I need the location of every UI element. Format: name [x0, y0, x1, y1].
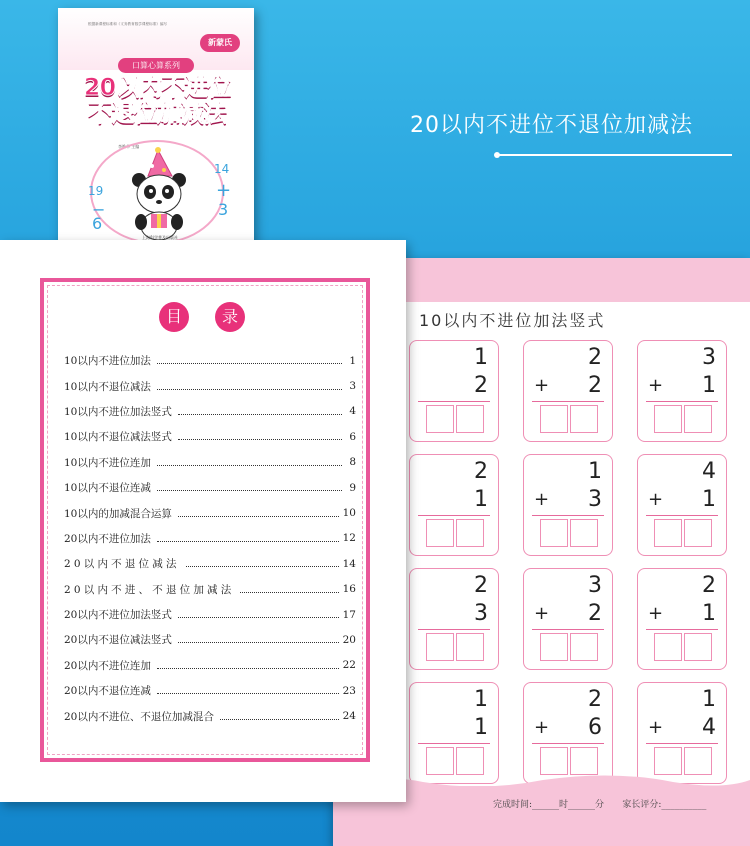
- answer-box-tens[interactable]: [654, 519, 682, 547]
- problem-card: [637, 568, 727, 670]
- cover-plus: +: [216, 180, 232, 201]
- toc-badge-left: 目: [159, 302, 189, 332]
- toc-item-title: 20以内不进、不退位加减法: [64, 583, 235, 596]
- problem-card: [409, 454, 499, 556]
- toc-item-title: 10以内不进位加法竖式: [64, 405, 172, 418]
- toc-item-title: 20以内不进位连加: [64, 659, 151, 672]
- problem-addend-top: 1: [474, 687, 488, 712]
- problem-operator: +: [648, 603, 664, 624]
- toc-item-title: 10以内不进位连加: [64, 456, 151, 469]
- problem-rule-line: [532, 743, 604, 744]
- answer-box-tens[interactable]: [540, 633, 568, 661]
- cover-title-line1: 20以内不进位: [83, 73, 231, 101]
- toc-leader-dots: [157, 490, 342, 491]
- toc-item-title: 20以内不退位减法: [64, 558, 180, 571]
- answer-box-tens[interactable]: [654, 633, 682, 661]
- cover-title-line2: 不退位加减法: [88, 99, 226, 127]
- problem-addend-bottom: 2: [588, 373, 602, 398]
- cover-small-text: 根据新课程标准和《义务教育数学课程标准》编写: [88, 22, 168, 26]
- toc-item-page: 24: [342, 710, 356, 723]
- problem-addend-top: 1: [474, 345, 488, 370]
- toc-leader-dots: [157, 389, 342, 390]
- cover-num-b: 14: [214, 162, 230, 176]
- toc-item[interactable]: [64, 602, 356, 627]
- toc-item-title: 20以内不退位连减: [64, 685, 151, 698]
- answer-box-tens[interactable]: [426, 747, 454, 775]
- answer-box-ones[interactable]: [456, 747, 484, 775]
- problem-rule-line: [532, 401, 604, 402]
- toc-leader-dots: [186, 566, 339, 567]
- cover-title: [72, 74, 242, 126]
- toc-leader-dots: [157, 541, 339, 542]
- toc-item[interactable]: [64, 475, 356, 500]
- problem-addend-bottom: 3: [588, 487, 602, 512]
- problem-addend-bottom: 4: [702, 715, 716, 740]
- answer-box-ones[interactable]: [570, 633, 598, 661]
- toc-item-page: 14: [342, 557, 356, 570]
- problem-addend-bottom: 3: [474, 601, 488, 626]
- answer-box-tens[interactable]: [426, 633, 454, 661]
- toc-item[interactable]: [64, 653, 356, 678]
- toc-item-page: 22: [342, 659, 356, 672]
- toc-item-page: 4: [349, 405, 356, 418]
- answer-box-tens[interactable]: [426, 405, 454, 433]
- toc-leader-dots: [157, 363, 342, 364]
- problem-operator: +: [534, 717, 550, 738]
- toc-item-page: 9: [349, 481, 356, 494]
- problem-addend-bottom: 1: [702, 601, 716, 626]
- problem-addend-bottom: 1: [474, 487, 488, 512]
- problem-addend-top: 2: [588, 687, 602, 712]
- cover-num-d: 3: [218, 200, 229, 219]
- problem-rule-line: [418, 743, 490, 744]
- toc-item-title: 20以内不退位减法竖式: [64, 634, 172, 647]
- problem-addend-bottom: 6: [588, 715, 602, 740]
- toc-page: [0, 240, 406, 802]
- answer-box-ones[interactable]: [684, 747, 712, 775]
- problem-rule-line: [646, 629, 718, 630]
- toc-leader-dots: [178, 414, 342, 415]
- problem-addend-top: 2: [702, 573, 716, 598]
- worksheet-title: 10以内不进位加法竖式: [419, 311, 606, 330]
- toc-leader-dots: [240, 592, 338, 593]
- problem-operator: +: [534, 375, 550, 396]
- cover-publisher: 上海科学普及出版社: [142, 235, 178, 240]
- toc-badge-right: 录: [215, 302, 245, 332]
- toc-leader-dots: [157, 693, 339, 694]
- problem-addend-top: 1: [588, 459, 602, 484]
- toc-leader-dots: [178, 642, 339, 643]
- answer-box-ones[interactable]: [684, 633, 712, 661]
- problem-operator: +: [534, 603, 550, 624]
- problem-operator: +: [648, 489, 664, 510]
- problem-rule-line: [418, 629, 490, 630]
- page-heading: 20以内不进位不退位加减法: [410, 113, 693, 138]
- problem-addend-bottom: 2: [588, 601, 602, 626]
- completion-time-field[interactable]: 完成时间:______时______分: [493, 800, 605, 810]
- toc-item-page: 10: [342, 507, 356, 520]
- answer-box-ones[interactable]: [456, 519, 484, 547]
- cover-num-a: 19: [88, 184, 104, 198]
- problem-rule-line: [646, 515, 718, 516]
- toc-item-title: 10以内的加减混合运算: [64, 507, 172, 520]
- answer-box-tens[interactable]: [540, 405, 568, 433]
- toc-item[interactable]: [64, 551, 356, 576]
- answer-box-tens[interactable]: [540, 519, 568, 547]
- toc-leader-dots: [157, 465, 342, 466]
- panda-illustration: [124, 146, 194, 244]
- cover-badge: 新蒙氏: [200, 34, 240, 52]
- toc-item-title: 10以内不进位加法: [64, 355, 151, 368]
- problem-operator: +: [648, 375, 664, 396]
- problem-addend-top: 1: [702, 687, 716, 712]
- toc-item-title: 10以内不退位连减: [64, 482, 151, 495]
- toc-item-title: 20以内不进位、不退位加减混合: [64, 710, 214, 723]
- toc-item-title: 20以内不进位加法竖式: [64, 609, 172, 622]
- answer-box-tens[interactable]: [654, 405, 682, 433]
- toc-leader-dots: [178, 617, 339, 618]
- problem-card: [409, 568, 499, 670]
- heading-underline: [498, 154, 732, 156]
- problem-operator: +: [534, 489, 550, 510]
- answer-box-tens[interactable]: [426, 519, 454, 547]
- book-cover: [58, 8, 254, 263]
- problem-card: [637, 682, 727, 784]
- toc-item[interactable]: [64, 577, 356, 602]
- problem-rule-line: [418, 401, 490, 402]
- cover-num-c: 6: [92, 214, 103, 233]
- problem-card: [523, 454, 613, 556]
- toc-item[interactable]: [64, 627, 356, 652]
- problem-addend-top: 3: [702, 345, 716, 370]
- problem-addend-top: 4: [702, 459, 716, 484]
- toc-item[interactable]: [64, 678, 356, 703]
- toc-item-page: 1: [349, 354, 356, 367]
- toc-item[interactable]: [64, 348, 356, 373]
- toc-item[interactable]: [64, 399, 356, 424]
- toc-item[interactable]: [64, 526, 356, 551]
- worksheet-footer: [493, 797, 710, 810]
- problem-addend-top: 3: [588, 573, 602, 598]
- toc-item-page: 6: [349, 430, 356, 443]
- problem-addend-top: 2: [588, 345, 602, 370]
- answer-box-ones[interactable]: [456, 633, 484, 661]
- toc-item[interactable]: [64, 373, 356, 398]
- toc-item-title: 10以内不退位减法: [64, 380, 151, 393]
- problem-rule-line: [532, 629, 604, 630]
- answer-box-ones[interactable]: [456, 405, 484, 433]
- problem-card: [523, 682, 613, 784]
- parent-score-field[interactable]: 家长评分:__________: [622, 800, 707, 810]
- toc-item[interactable]: [64, 450, 356, 475]
- problem-addend-bottom: 1: [702, 487, 716, 512]
- toc-leader-dots: [178, 516, 339, 517]
- answer-box-ones[interactable]: [570, 747, 598, 775]
- problem-addend-bottom: 1: [702, 373, 716, 398]
- answer-box-ones[interactable]: [684, 519, 712, 547]
- problem-card: [409, 682, 499, 784]
- problem-card: [409, 340, 499, 442]
- toc-item-title: 20以内不进位加法: [64, 532, 151, 545]
- cover-minus: −: [92, 200, 106, 219]
- toc-item-page: 20: [342, 633, 356, 646]
- toc-item[interactable]: [64, 424, 356, 449]
- problem-rule-line: [418, 515, 490, 516]
- toc-frame: [40, 278, 370, 762]
- problem-card: [637, 454, 727, 556]
- problem-rule-line: [532, 515, 604, 516]
- problem-rule-line: [646, 743, 718, 744]
- toc-item-page: 3: [349, 380, 356, 393]
- cover-series: 口算心算系列: [118, 58, 194, 73]
- problem-addend-top: 2: [474, 573, 488, 598]
- problem-addend-top: 2: [474, 459, 488, 484]
- toc-leader-dots: [220, 719, 339, 720]
- toc-item[interactable]: [64, 500, 356, 525]
- toc-item-page: 12: [342, 532, 356, 545]
- problem-card: [523, 340, 613, 442]
- problem-operator: +: [648, 717, 664, 738]
- toc-leader-dots: [178, 439, 342, 440]
- toc-item-page: 23: [342, 684, 356, 697]
- toc-item[interactable]: [64, 703, 356, 728]
- toc-leader-dots: [157, 668, 339, 669]
- toc-item-page: 8: [349, 456, 356, 469]
- answer-box-ones[interactable]: [570, 405, 598, 433]
- problem-addend-bottom: 2: [474, 373, 488, 398]
- answer-box-tens[interactable]: [540, 747, 568, 775]
- toc-item-title: 10以内不退位减法竖式: [64, 431, 172, 444]
- answer-box-ones[interactable]: [570, 519, 598, 547]
- toc-item-page: 17: [342, 608, 356, 621]
- problem-grid: [409, 340, 716, 784]
- problem-card: [523, 568, 613, 670]
- problem-card: [637, 340, 727, 442]
- answer-box-tens[interactable]: [654, 747, 682, 775]
- toc-item-page: 16: [342, 583, 356, 596]
- answer-box-ones[interactable]: [684, 405, 712, 433]
- problem-rule-line: [646, 401, 718, 402]
- toc-list: [64, 348, 356, 729]
- cover-author: 李维华 主编: [118, 144, 140, 149]
- problem-addend-bottom: 1: [474, 715, 488, 740]
